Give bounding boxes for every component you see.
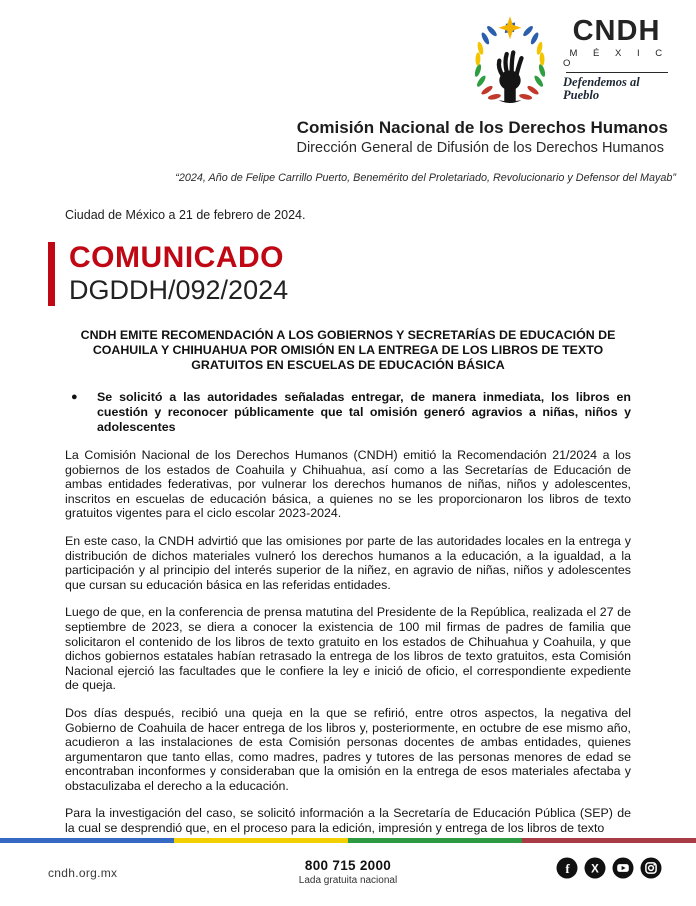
facebook-icon[interactable] <box>556 857 578 879</box>
logo-country: M É X I C O <box>563 48 669 69</box>
svg-text:X: X <box>591 863 599 876</box>
organization-name: Comisión Nacional de los Derechos Humanos <box>296 118 668 137</box>
svg-text:f: f <box>565 861 570 877</box>
document-title: CNDH EMITE RECOMENDACIÓN A LOS GOBIERNOS Y SECRETARÍAS DE EDUCACIÓN DE COAHUILA Y CHIHUAHUA POR OMISIÓN EN LA ENTREGA DE LOS LIBROS DE TEXTO GRATUITOS EN ESCUELAS DE EDUCACIÓN BÁSICA <box>80 328 616 372</box>
social-links <box>556 857 662 879</box>
paragraph: En este caso, la CNDH advirtió que las omisiones por parte de las autoridades locales en la entrega y distribución de dichos materiales vulneró los derechos humanos a la educación, a la igualdad, a la participación y al principio del interés superior de la niñez, en agravio de niñas, niños y adolescentes que cursan su educación básica en las referidas entidades. <box>65 533 631 592</box>
comunicado-banner <box>48 242 696 306</box>
website-link[interactable]: cndh.org.mx <box>48 866 118 880</box>
cndh-emblem-icon <box>465 13 555 105</box>
cndh-logo <box>465 13 670 105</box>
comunicado-label: COMUNICADO <box>69 241 284 274</box>
highlight-bullet <box>65 390 631 435</box>
division-name: Dirección General de Difusión de los Derechos Humanos <box>296 140 664 156</box>
year-legend: “2024, Año de Felipe Carrillo Puerto, Benemérito del Proletariado, Revolucionario y Defensor del Mayab” <box>175 172 676 184</box>
bar-segment-blue <box>0 838 174 843</box>
x-icon[interactable] <box>584 857 606 879</box>
paragraph: La Comisión Nacional de los Derechos Humanos (CNDH) emitió la Recomendación 21/2024 a los gobiernos de los estados de Coahuila y Chihuahua, así como a las Secretarías de Educación de ambas entidades federativas, por vulnerar los derechos humanos de niñas, niños y adolescentes, inscritos en escuelas de educación básica, a quienes no se les proporcionaron los libros de texto gratuitos vigentes para el ciclo escolar 2023-2024. <box>65 448 631 521</box>
bar-segment-red <box>522 838 696 843</box>
paragraph: Dos días después, recibió una queja en la que se refirió, entre otros aspectos, la negativa del Gobierno de Coahuila de hacer entrega de los libros y, posteriormente, en octubre de ese mismo año, acudieron a las instalaciones de esta Comisión personas docentes de ambas entidades, quienes argumentaron que tanto ellas, como madres, padres y tutores de las personas menores de edad se encontraban inconformes y consideraban que la omisión en la entrega de esos materiales afectaba y obstaculizaba el derecho a la educación. <box>65 705 631 793</box>
bar-segment-yellow <box>174 838 348 843</box>
paragraph: Luego de que, en la conferencia de prensa matutina del Presidente de la República, realizada el 27 de septiembre de 2023, se diera a conocer la existencia de 100 mil firmas de padres de familia que solicitaron el contenido de los libros de texto gratuito en los estados de Chihuahua y Coahuila, y que dichos gobiernos estatales habían retrasado la entrega de los libros de texto gratuitos, esta Comisión Nacional ejerció las facultades que le confiere la ley e inició de oficio, el correspondiente expediente de queja. <box>65 605 631 693</box>
cndh-logo-text <box>563 17 670 101</box>
bullet-text: Se solicitó a las autoridades señaladas entregar, de manera inmediata, los libros en cuestión y reconocer públicamente que tal omisión generó agravios a niñas, niños y adolescentes <box>97 390 631 434</box>
logo-acronym: CNDH <box>572 15 661 47</box>
phone-caption: Lada gratuita nacional <box>298 874 398 886</box>
youtube-icon[interactable] <box>612 857 634 879</box>
bullet-icon: ● <box>71 391 78 403</box>
paragraph: Para la investigación del caso, se solicitó información a la Secretaría de Educación Pública (SEP) de la cual se desprendió que, en el proceso para la edición, impresión y entrega de los libros de texto <box>65 806 631 836</box>
instagram-icon[interactable] <box>640 857 662 879</box>
logo-rule <box>566 72 668 73</box>
logo-slogan: Defendemos al Pueblo <box>563 75 640 102</box>
phone-number: 800 715 2000 <box>304 858 392 873</box>
dateline: Ciudad de México a 21 de febrero de 2024. <box>65 208 306 222</box>
bar-segment-green <box>348 838 522 843</box>
comunicado-number: DGDDH/092/2024 <box>69 275 289 305</box>
body-paragraphs <box>0 448 696 836</box>
footer-color-bar <box>0 838 696 843</box>
